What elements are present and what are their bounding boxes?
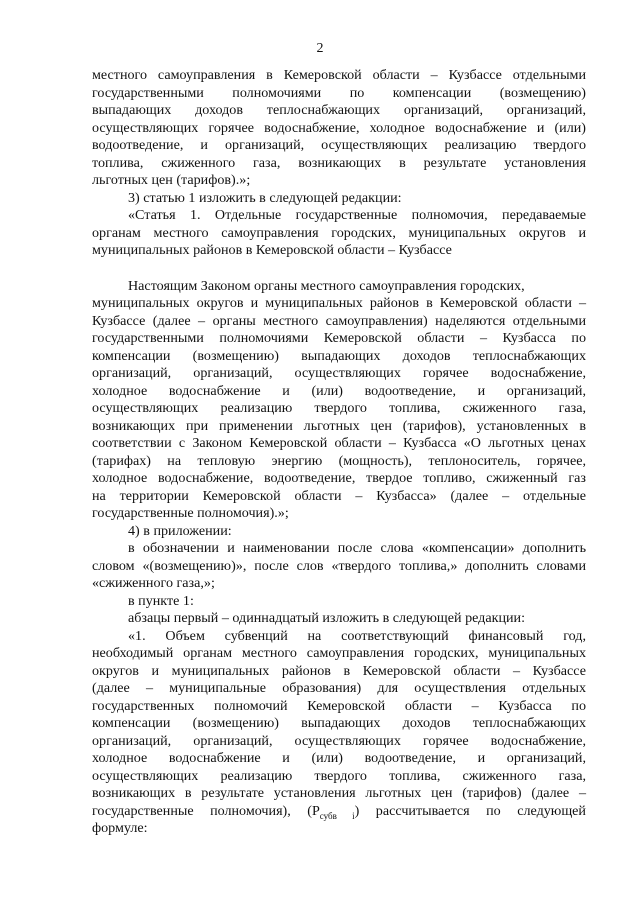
text-line: округов и муниципальных районов в Кемеровской области – Кузбассе [92, 662, 586, 679]
text-line: (тарифах) на тепловую энергию (мощность), теплоноситель, горячее, [92, 452, 586, 469]
text-line: топлива, сжиженного газа, возникающих в результате установления [92, 154, 586, 171]
text-line: компенсации (возмещению) выпадающих доходов теплоснабжающих [92, 347, 586, 364]
text-line: осуществляющих реализацию твердого топлива, сжиженного газа, [92, 400, 586, 416]
text-line: соответствии с Законом Кемеровской области – Кузбасса «О льготных ценах [92, 435, 586, 451]
text-line: в пункте 1: [128, 592, 194, 609]
text-line: 4) в приложении: [128, 522, 232, 539]
text-line: словом «(возмещению)», после слов «твердого топлива,» дополнить словами [92, 557, 586, 574]
text-line: государственных полномочий Кемеровской области – Кузбасса по [92, 697, 586, 714]
article-heading-line: муниципальных районов в Кемеровской области – Кузбассе [92, 242, 452, 258]
text-line: в обозначении и наименовании после слова «компенсации» дополнить [128, 540, 586, 556]
text-line: холодное водоснабжение и (или) водоотведение, и организаций, [92, 750, 586, 766]
text-line: 3) статью 1 изложить в следующей редакции: [128, 189, 402, 206]
text-line: «сжиженного газа,»; [92, 575, 215, 591]
article-heading-line: «Статья 1. Отдельные государственные полномочия, передаваемые [128, 207, 586, 223]
text-line: Настоящим Законом органы местного самоуправления городских, [128, 277, 525, 294]
text-line: «1. Объем субвенций на соответствующий финансовый год, [128, 627, 586, 644]
text-fragment: государственные полномочия), (Р [92, 802, 320, 819]
text-line: абзацы первый – одиннадцатый изложить в следующей редакции: [128, 610, 525, 626]
text-line: местного самоуправления в Кемеровской области – Кузбассе отдельными [92, 67, 586, 83]
text-line: организаций, организаций, осуществляющих горячее водоснабжение, [92, 365, 586, 381]
text-line: осуществляющих реализацию твердого топлива, сжиженного газа, [92, 767, 586, 784]
text-line: водоотведение, и организаций, осуществляющих реализацию твердого [92, 137, 586, 153]
text-line: (далее – муниципальные образования) для осуществления отдельных [92, 680, 586, 696]
page-number: 2 [316, 41, 324, 56]
text-line: выпадающих доходов теплоснабжающих организаций, организаций, [92, 102, 586, 118]
text-line: государственными полномочиями Кемеровской области – Кузбасса по [92, 330, 586, 346]
text-line: возникающих при применении льготных цен (тарифов), установленных в [92, 417, 586, 434]
document-body [92, 67, 586, 838]
text-line: формуле: [92, 820, 148, 836]
subscript-symbol: субв i [319, 810, 355, 821]
text-line: Кузбассе (далее – органы местного самоуправления) наделяются отдельными [92, 312, 586, 329]
text-line: льготных цен (тарифов).»; [92, 172, 251, 188]
text-line: на территории Кемеровской области – Кузбасса» (далее – отдельные [92, 487, 586, 504]
text-fragment: ) рассчитывается по следующей [354, 802, 586, 819]
text-line: государственными полномочиями по компенсации (возмещению) [92, 84, 586, 101]
text-line [92, 803, 586, 821]
text-line: холодное водоснабжение и (или) водоотведение, и организаций, [92, 382, 586, 399]
text-line: возникающих в результате установления льготных цен (тарифов) (далее – [92, 785, 586, 801]
text-line: необходимый органам местного самоуправления городских, муниципальных [92, 645, 586, 661]
text-line: организаций, организаций, осуществляющих горячее водоснабжение, [92, 732, 586, 749]
article-heading-line: органам местного самоуправления городских, муниципальных округов и [92, 224, 586, 241]
text-line: осуществляющих горячее водоснабжение, холодное водоснабжение и (или) [92, 119, 586, 136]
text-line: компенсации (возмещению) выпадающих доходов теплоснабжающих [92, 715, 586, 731]
text-line: муниципальных округов и муниципальных районов в Кемеровской области – [92, 295, 586, 311]
text-line: холодное водоснабжение, водоотведение, твердое топливо, сжиженный газ [92, 470, 586, 486]
text-line: государственные полномочия).»; [92, 505, 289, 521]
